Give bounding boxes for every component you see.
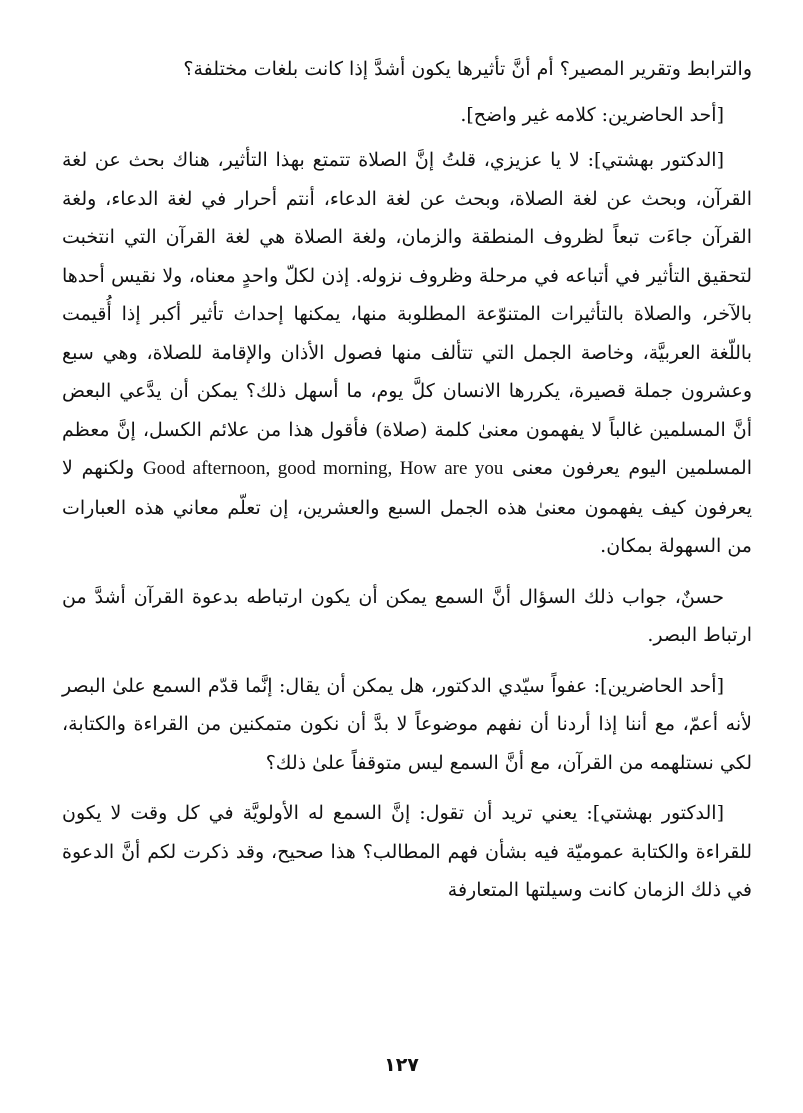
paragraph-5: [أحد الحاضرين]: عفواً سيّدي الدكتور، هل يمكن أن يقال: إنَّما قدّم السمع علىٰ البصر لأنه أعمّ، مع أننا إذا أردنا أن نفهم موضوعاً لا بدَّ أن نكون متمكنين من القراءة والكتابة، لكي نستلهمه من القرآن، مع أنَّ السمع ليس متوقفاً علىٰ ذلك؟ xyxy=(62,674,752,774)
page-number: ١٢٧ xyxy=(384,1054,419,1076)
body-text xyxy=(62,50,752,910)
paragraph-4: حسنٌ، جواب ذلك السؤال أنَّ السمع يمكن أن يكون ارتباطه بدعوة القرآن أشدَّ من ارتباط البصر. xyxy=(62,585,752,646)
paragraph-6: [الدكتور بهشتي]: يعني تريد أن تقول: إنَّ السمع له الأولويَّة في كل وقت لا يكون للقراءة والكتابة عموميّة فيه بشأن فهم المطالب؟ هذا صحيح، وقد ذكرت لكم أنَّ الدعوة في ذلك الزمان كانت وسيلتها المتعارفة xyxy=(62,802,752,901)
paragraph-2: [أحد الحاضرين: كلامه غير واضح]. xyxy=(460,103,724,126)
paragraph-3-text-before: [الدكتور بهشتي]: لا يا عزيزي، قلتُ إنَّ الصلاة تتمتع بهذا التأثير، هناك بحث عن لغة القرآن، وبحث عن لغة الصلاة، وبحث عن لغة الدعاء، أنتم أحرار في لغة الدعاء، ولغة القرآن جاءَت تبعاً لظروف المنطقة والزمان، ولغة الصلاة هي لغة القرآن التي انتخبت لتحقيق التأثير في أتباعه في مرحلة وظروف نزوله. إذن لكلّ واحدٍ معناه، ولا نقيس أحدها بالآخر، والصلاة بالتأثيرات المتنوّعة المطلوبة منها، يمكنها إحداث تأثير أكبر إذا أُقيمت باللّغة العربيَّة، وخاصة الجمل التي تتألف منها فصول الأذان والإقامة للصلاة، وهي سبع وعشرون جملة قصيرة، يكررها الانسان كلَّ يوم، ما أسهل ذلك؟ يمكن أن يدَّعي البعض أنَّ المسلمين غالباً لا يفهمون معنىٰ كلمة (صلاة) فأقول هذا من علائم الكسل، إنَّ معظم المسلمين اليوم يعرفون معنى xyxy=(62,149,752,479)
paragraph-1: والترابط وتقرير المصير؟ أم أنَّ تأثيرها يكون أشدَّ إذا كانت بلغات مختلفة؟ xyxy=(183,58,752,80)
paragraph-3 xyxy=(62,141,752,566)
paragraph-3-text-after: ولكنهم لا يعرفون كيف يفهمون معنىٰ هذه الجمل السبع والعشرين، إن تعلّم معاني هذه العبارات من السهولة بمكان. xyxy=(62,457,752,557)
english-phrase: Good afternoon, good morning, How are you xyxy=(142,458,504,479)
